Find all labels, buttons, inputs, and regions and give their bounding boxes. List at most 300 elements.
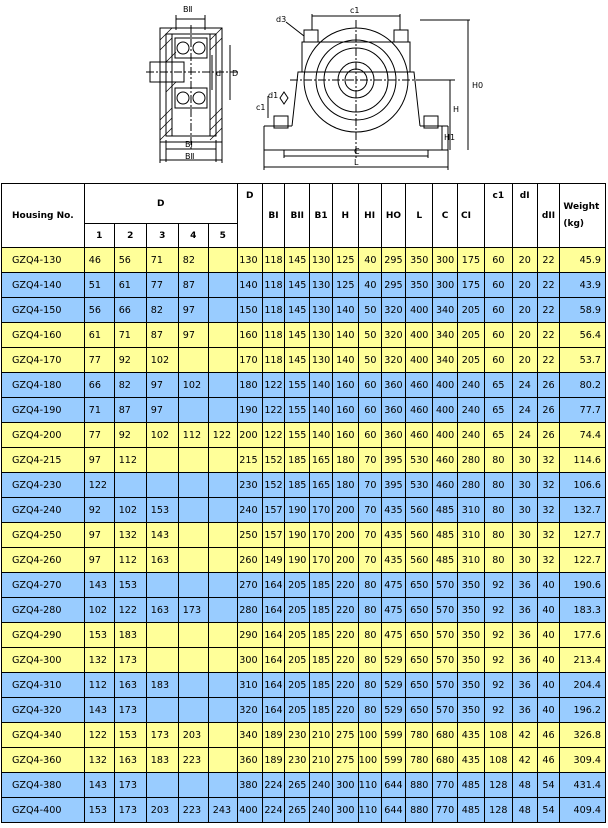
table-cell: 220 xyxy=(332,648,358,673)
table-row xyxy=(2,673,606,698)
table-cell xyxy=(208,748,237,773)
table-cell: 114.6 xyxy=(560,448,606,473)
table-cell: 130 xyxy=(237,248,262,273)
table-cell: 70 xyxy=(358,523,381,548)
housing-no-cell: GZQ4-270 xyxy=(2,573,85,598)
table-cell: 118 xyxy=(262,273,285,298)
label-c1-top: c1 xyxy=(350,6,360,15)
table-cell xyxy=(178,673,208,698)
table-cell: 157 xyxy=(262,523,285,548)
label-d3: d3 xyxy=(276,15,287,24)
table-cell: 30 xyxy=(512,548,537,573)
table-row xyxy=(2,473,606,498)
table-cell: 45.9 xyxy=(560,248,606,273)
table-row xyxy=(2,498,606,523)
table-row xyxy=(2,523,606,548)
table-cell: 53.7 xyxy=(560,348,606,373)
table-cell: 170 xyxy=(310,498,333,523)
housing-no-cell: GZQ4-400 xyxy=(2,798,85,823)
table-cell: 22 xyxy=(537,273,560,298)
table-cell: 395 xyxy=(381,473,406,498)
housing-no-cell: GZQ4-320 xyxy=(2,698,85,723)
table-cell: 309.4 xyxy=(560,748,606,773)
table-cell: 130 xyxy=(310,298,333,323)
table-cell: 92 xyxy=(484,573,512,598)
table-cell: 220 xyxy=(332,698,358,723)
table-cell: 92 xyxy=(484,673,512,698)
table-cell: 173 xyxy=(114,648,146,673)
label-l: L xyxy=(354,158,359,167)
table-cell: 165 xyxy=(310,473,333,498)
table-cell: 102 xyxy=(178,373,208,398)
table-cell xyxy=(178,523,208,548)
table-cell xyxy=(208,348,237,373)
table-cell: 71 xyxy=(114,323,146,348)
header-hi: HI xyxy=(358,184,381,248)
table-cell: 400 xyxy=(433,398,458,423)
table-cell: 118 xyxy=(262,298,285,323)
table-cell: 475 xyxy=(381,623,406,648)
table-cell: 240 xyxy=(237,498,262,523)
table-cell xyxy=(178,473,208,498)
table-cell: 164 xyxy=(262,598,285,623)
label-d1: d1 xyxy=(268,91,279,100)
header-weight xyxy=(560,184,606,248)
table-cell: 300 xyxy=(332,798,358,823)
table-cell: 173 xyxy=(114,698,146,723)
table-cell: 140 xyxy=(332,323,358,348)
table-cell: 320 xyxy=(381,323,406,348)
table-cell: 570 xyxy=(433,698,458,723)
table-cell: 529 xyxy=(381,673,406,698)
table-cell: 74.4 xyxy=(560,423,606,448)
table-cell: 160 xyxy=(332,398,358,423)
table-cell xyxy=(178,398,208,423)
table-cell xyxy=(178,623,208,648)
table-cell: 97 xyxy=(178,323,208,348)
housing-no-cell: GZQ4-360 xyxy=(2,748,85,773)
table-cell: 200 xyxy=(237,423,262,448)
table-cell: 340 xyxy=(433,323,458,348)
table-cell: 153 xyxy=(146,498,178,523)
table-cell: 560 xyxy=(406,498,433,523)
header-d-sub-1: 1 xyxy=(84,224,114,248)
table-cell: 175 xyxy=(458,273,485,298)
table-row xyxy=(2,273,606,298)
header-bi: BI xyxy=(262,184,285,248)
table-cell: 475 xyxy=(381,598,406,623)
table-cell: 143 xyxy=(84,698,114,723)
table-cell: 173 xyxy=(114,798,146,823)
table-cell: 599 xyxy=(381,723,406,748)
table-cell: 92 xyxy=(484,598,512,623)
table-cell: 22 xyxy=(537,298,560,323)
table-row xyxy=(2,323,606,348)
table-cell: 240 xyxy=(310,773,333,798)
table-cell: 400 xyxy=(406,298,433,323)
table-cell: 295 xyxy=(381,248,406,273)
table-cell: 435 xyxy=(381,523,406,548)
table-cell xyxy=(208,623,237,648)
table-cell: 22 xyxy=(537,248,560,273)
table-cell: 409.4 xyxy=(560,798,606,823)
table-cell: 130 xyxy=(310,323,333,348)
table-cell: 97 xyxy=(146,373,178,398)
table-cell: 82 xyxy=(178,248,208,273)
table-cell: 40 xyxy=(537,673,560,698)
table-row xyxy=(2,648,606,673)
table-cell: 196.2 xyxy=(560,698,606,723)
table-cell: 32 xyxy=(537,523,560,548)
table-cell: 87 xyxy=(146,323,178,348)
table-cell: 70 xyxy=(358,548,381,573)
table-cell: 112 xyxy=(114,548,146,573)
table-cell: 650 xyxy=(406,698,433,723)
table-cell: 431.4 xyxy=(560,773,606,798)
table-cell: 155 xyxy=(285,373,310,398)
table-cell: 185 xyxy=(310,598,333,623)
plummer-block-drawing xyxy=(0,0,608,182)
table-cell: 180 xyxy=(332,448,358,473)
housing-no-cell: GZQ4-150 xyxy=(2,298,85,323)
table-cell: 132.7 xyxy=(560,498,606,523)
table-cell: 92 xyxy=(484,623,512,648)
table-cell: 183 xyxy=(146,673,178,698)
table-cell: 145 xyxy=(285,273,310,298)
table-cell: 203 xyxy=(146,798,178,823)
table-cell xyxy=(208,573,237,598)
table-cell: 223 xyxy=(178,798,208,823)
table-cell: 32 xyxy=(537,473,560,498)
table-cell: 102 xyxy=(84,598,114,623)
table-cell: 360 xyxy=(381,398,406,423)
label-c1-side: c1 xyxy=(256,103,266,112)
table-cell: 164 xyxy=(262,673,285,698)
table-cell: 290 xyxy=(237,623,262,648)
table-cell: 56 xyxy=(84,298,114,323)
table-cell: 145 xyxy=(285,298,310,323)
table-cell: 92 xyxy=(484,698,512,723)
table-cell xyxy=(178,773,208,798)
table-cell: 80 xyxy=(358,648,381,673)
table-cell: 60 xyxy=(484,348,512,373)
table-cell: 40 xyxy=(537,573,560,598)
table-cell: 70 xyxy=(358,473,381,498)
table-cell: 275 xyxy=(332,723,358,748)
table-cell: 32 xyxy=(537,548,560,573)
table-cell: 163 xyxy=(146,548,178,573)
table-cell: 165 xyxy=(310,448,333,473)
table-cell: 224 xyxy=(262,798,285,823)
table-cell: 80 xyxy=(484,473,512,498)
table-cell: 223 xyxy=(178,748,208,773)
table-cell: 340 xyxy=(433,298,458,323)
table-cell: 87 xyxy=(114,398,146,423)
table-cell: 190 xyxy=(285,548,310,573)
table-cell: 460 xyxy=(433,448,458,473)
table-cell: 66 xyxy=(84,373,114,398)
table-cell: 164 xyxy=(262,648,285,673)
table-cell: 295 xyxy=(381,273,406,298)
table-cell: 570 xyxy=(433,573,458,598)
header-d-sub-5: 5 xyxy=(208,224,237,248)
table-cell: 122 xyxy=(262,398,285,423)
table-cell: 40 xyxy=(537,648,560,673)
table-cell: 153 xyxy=(84,623,114,648)
table-cell: 170 xyxy=(310,548,333,573)
table-cell: 460 xyxy=(406,373,433,398)
table-cell: 51 xyxy=(84,273,114,298)
table-cell: 122 xyxy=(84,723,114,748)
table-cell: 65 xyxy=(484,373,512,398)
table-cell: 70 xyxy=(358,498,381,523)
table-cell: 97 xyxy=(84,448,114,473)
table-cell: 140 xyxy=(332,348,358,373)
table-cell: 280 xyxy=(237,598,262,623)
table-cell: 97 xyxy=(146,398,178,423)
header-bii: BII xyxy=(285,184,310,248)
table-cell: 46 xyxy=(537,748,560,773)
table-cell: 65 xyxy=(484,423,512,448)
table-cell: 485 xyxy=(458,773,485,798)
table-cell: 145 xyxy=(285,348,310,373)
table-cell: 190 xyxy=(237,398,262,423)
table-cell: 400 xyxy=(433,423,458,448)
table-cell: 71 xyxy=(146,248,178,273)
table-cell: 220 xyxy=(332,598,358,623)
table-cell xyxy=(208,673,237,698)
table-cell: 71 xyxy=(84,398,114,423)
table-cell: 200 xyxy=(332,548,358,573)
table-cell: 200 xyxy=(332,498,358,523)
table-cell: 60 xyxy=(484,273,512,298)
table-cell: 183.3 xyxy=(560,598,606,623)
table-cell: 230 xyxy=(285,723,310,748)
table-cell: 340 xyxy=(433,348,458,373)
table-cell: 26 xyxy=(537,398,560,423)
table-row xyxy=(2,773,606,798)
table-cell xyxy=(208,373,237,398)
table-cell: 205 xyxy=(285,598,310,623)
table-cell: 164 xyxy=(262,698,285,723)
table-cell: 128 xyxy=(484,798,512,823)
table-cell xyxy=(146,773,178,798)
table-cell: 400 xyxy=(237,798,262,823)
table-cell: 60 xyxy=(484,298,512,323)
table-cell: 205 xyxy=(285,623,310,648)
table-cell: 122.7 xyxy=(560,548,606,573)
table-cell: 270 xyxy=(237,573,262,598)
table-cell: 143 xyxy=(84,573,114,598)
table-cell: 132 xyxy=(84,748,114,773)
table-cell: 164 xyxy=(262,623,285,648)
technical-drawing xyxy=(0,0,608,182)
table-cell: 205 xyxy=(458,323,485,348)
table-cell: 203 xyxy=(178,723,208,748)
label-b2-bottom: BⅡ xyxy=(185,152,195,161)
table-cell: 22 xyxy=(537,323,560,348)
table-cell: 56 xyxy=(114,248,146,273)
table-cell: 350 xyxy=(406,273,433,298)
table-cell: 560 xyxy=(406,523,433,548)
table-cell: 97 xyxy=(84,548,114,573)
table-cell: 145 xyxy=(285,323,310,348)
table-cell: 24 xyxy=(512,373,537,398)
table-cell: 155 xyxy=(285,398,310,423)
table-cell xyxy=(208,273,237,298)
table-cell: 30 xyxy=(512,523,537,548)
table-cell: 435 xyxy=(381,548,406,573)
header-l: L xyxy=(406,184,433,248)
table-cell: 213.4 xyxy=(560,648,606,673)
table-cell: 215 xyxy=(237,448,262,473)
table-cell: 650 xyxy=(406,598,433,623)
table-cell: 132 xyxy=(84,648,114,673)
table-cell xyxy=(178,498,208,523)
header-d-sub-2: 2 xyxy=(114,224,146,248)
table-cell: 160 xyxy=(332,373,358,398)
table-cell: 40 xyxy=(537,598,560,623)
table-cell: 58.9 xyxy=(560,298,606,323)
table-cell: 770 xyxy=(433,798,458,823)
table-cell: 280 xyxy=(458,448,485,473)
table-cell: 485 xyxy=(433,548,458,573)
header-dii: dII xyxy=(537,184,560,248)
table-cell: 190 xyxy=(285,523,310,548)
table-cell: 230 xyxy=(237,473,262,498)
table-cell: 644 xyxy=(381,798,406,823)
table-cell: 310 xyxy=(458,548,485,573)
table-cell: 485 xyxy=(433,523,458,548)
table-cell: 30 xyxy=(512,448,537,473)
table-cell: 80 xyxy=(484,498,512,523)
table-cell: 350 xyxy=(458,698,485,723)
table-cell: 400 xyxy=(406,348,433,373)
table-cell: 350 xyxy=(458,623,485,648)
header-d-sub-4: 4 xyxy=(178,224,208,248)
table-cell: 240 xyxy=(458,398,485,423)
table-cell: 77 xyxy=(146,273,178,298)
label-h: H xyxy=(453,105,460,114)
table-cell: 152 xyxy=(262,473,285,498)
table-row xyxy=(2,248,606,273)
table-cell: 650 xyxy=(406,573,433,598)
table-cell: 40 xyxy=(537,698,560,723)
table-cell: 570 xyxy=(433,673,458,698)
table-cell: 163 xyxy=(114,748,146,773)
header-di: dI xyxy=(512,184,537,248)
table-cell: 50 xyxy=(358,348,381,373)
label-b2-top: BⅡ xyxy=(183,5,193,14)
table-cell: 250 xyxy=(237,523,262,548)
table-cell: 205 xyxy=(458,298,485,323)
table-cell: 210 xyxy=(310,748,333,773)
table-cell: 163 xyxy=(114,673,146,698)
table-cell: 460 xyxy=(406,423,433,448)
specification-table-container xyxy=(1,183,606,823)
table-cell: 350 xyxy=(458,648,485,673)
table-cell: 82 xyxy=(146,298,178,323)
table-cell: 97 xyxy=(178,298,208,323)
header-d: D xyxy=(237,184,262,248)
table-cell: 87 xyxy=(178,273,208,298)
table-cell: 145 xyxy=(285,248,310,273)
table-cell: 122 xyxy=(114,598,146,623)
table-cell: 485 xyxy=(433,498,458,523)
table-cell: 102 xyxy=(146,423,178,448)
table-cell: 128 xyxy=(484,773,512,798)
table-cell: 360 xyxy=(381,373,406,398)
table-cell: 570 xyxy=(433,623,458,648)
table-cell: 155 xyxy=(285,423,310,448)
housing-no-cell: GZQ4-160 xyxy=(2,323,85,348)
table-cell xyxy=(114,473,146,498)
table-cell: 149 xyxy=(262,548,285,573)
housing-no-cell: GZQ4-170 xyxy=(2,348,85,373)
table-cell: 164 xyxy=(262,573,285,598)
table-cell: 112 xyxy=(84,673,114,698)
housing-no-cell: GZQ4-240 xyxy=(2,498,85,523)
table-cell: 92 xyxy=(484,648,512,673)
table-cell: 220 xyxy=(332,673,358,698)
table-cell: 460 xyxy=(406,398,433,423)
table-cell xyxy=(208,523,237,548)
header-h: H xyxy=(332,184,358,248)
table-cell: 265 xyxy=(285,798,310,823)
header-b1: B1 xyxy=(310,184,333,248)
housing-no-cell: GZQ4-215 xyxy=(2,448,85,473)
table-cell: 97 xyxy=(84,523,114,548)
table-cell: 240 xyxy=(458,373,485,398)
table-cell: 275 xyxy=(332,748,358,773)
table-cell: 185 xyxy=(310,673,333,698)
header-c: C xyxy=(433,184,458,248)
table-cell: 150 xyxy=(237,298,262,323)
table-cell xyxy=(178,648,208,673)
table-cell: 180 xyxy=(332,473,358,498)
table-cell: 36 xyxy=(512,573,537,598)
housing-no-cell: GZQ4-190 xyxy=(2,398,85,423)
table-cell: 92 xyxy=(114,423,146,448)
table-cell: 30 xyxy=(512,473,537,498)
table-cell: 122 xyxy=(84,473,114,498)
table-cell: 77.7 xyxy=(560,398,606,423)
housing-no-cell: GZQ4-380 xyxy=(2,773,85,798)
table-row xyxy=(2,423,606,448)
header-weight-unit: (kg) xyxy=(563,218,585,229)
table-cell: 529 xyxy=(381,648,406,673)
table-cell: 300 xyxy=(237,648,262,673)
housing-no-cell: GZQ4-130 xyxy=(2,248,85,273)
table-cell: 140 xyxy=(310,373,333,398)
table-cell: 189 xyxy=(262,748,285,773)
table-cell: 80 xyxy=(358,598,381,623)
table-cell: 157 xyxy=(262,498,285,523)
table-cell: 70 xyxy=(358,448,381,473)
table-cell xyxy=(208,723,237,748)
table-cell: 340 xyxy=(237,723,262,748)
table-cell: 143 xyxy=(146,523,178,548)
table-cell: 395 xyxy=(381,448,406,473)
table-cell: 350 xyxy=(458,573,485,598)
table-cell: 80 xyxy=(358,573,381,598)
table-cell: 102 xyxy=(114,498,146,523)
table-cell: 118 xyxy=(262,323,285,348)
label-h1: H1 xyxy=(444,133,456,142)
table-cell: 400 xyxy=(406,323,433,348)
table-cell: 132 xyxy=(114,523,146,548)
header-ci: CI xyxy=(458,184,485,248)
